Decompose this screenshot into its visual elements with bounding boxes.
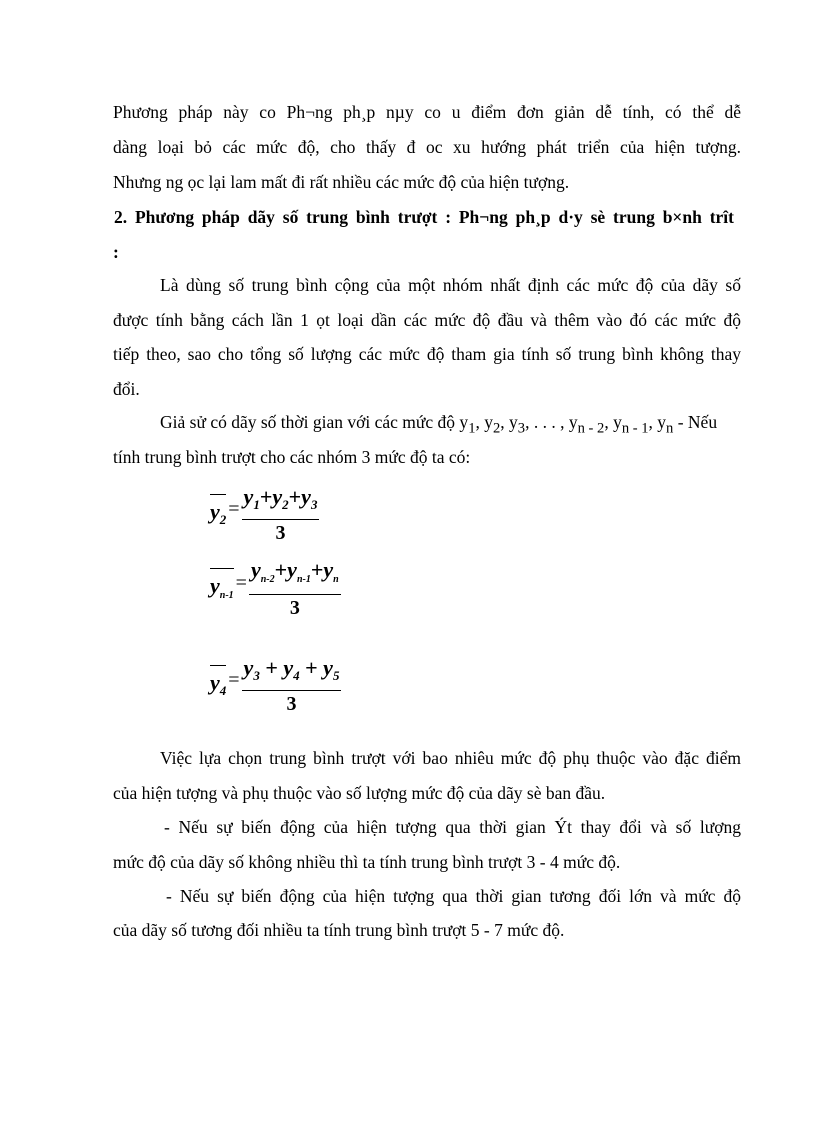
- seq-ellipsis: . . . ,: [533, 412, 565, 432]
- paragraph-5-line-2: mức độ của dãy số không nhiều thì ta tính trung bình trượt 3 - 4 mức độ.: [113, 852, 621, 872]
- formula-denominator: 3: [289, 597, 300, 619]
- section-heading-2: 2. Phương pháp dãy số trung bình trượt : Ph¬ng ph¸p d·y sè trung b×nh trît: [114, 207, 734, 227]
- formula-denominator: 3: [275, 522, 286, 544]
- paragraph-2-line-3: tiếp theo, sao cho tổng số lượng các mức độ tham gia tính số trung bình không thay: [113, 344, 741, 364]
- equals-sign: =: [228, 497, 240, 520]
- formula-fraction: [242, 655, 342, 717]
- formula-lhs: $y_2$: [210, 500, 226, 532]
- paragraph-4-line-2: của hiện tượng và phụ thuộc vào số lượng mức độ của dãy sè ban đầu.: [113, 783, 606, 803]
- paragraph-3-line-1: Giả sử có dãy số thời gian với các mức độ $y_1$, $y_2$, $y_3$, . . . , $y_{n - 2}$, $y_{n - 1}$, $y_n$ - Nếu: [160, 412, 718, 437]
- paragraph-1-line-1: Phương pháp này co Ph¬ng ph¸p nµy co u điểm đơn giản dễ tính, có thể dễ: [113, 102, 741, 122]
- seq-sub-3: 3: [517, 420, 526, 437]
- paragraph-1-line-3: Nhưng ng ọc lại lam mất đi rất nhiều các mức độ của hiện tượng.: [113, 172, 570, 192]
- formula-denominator: 3: [286, 693, 297, 715]
- equals-sign: =: [228, 668, 240, 691]
- seq-sub-n1: n - 1: [621, 420, 649, 437]
- formula-numerator: $y_{n-2}+y_{n-1}+y_n$: [249, 557, 341, 595]
- formula-numerator: $y_1+y_2+y_3$: [242, 484, 320, 520]
- paragraph-4-line-1: Việc lựa chọn trung bình trượt với bao nhiêu mức độ phụ thuộc vào đặc điểm: [160, 748, 741, 768]
- paragraph-6-line-2: của dãy số tương đối nhiều ta tính trung bình trượt 5 - 7 mức độ.: [113, 920, 565, 940]
- seq-sep: ,: [475, 412, 485, 432]
- paragraph-2-line-2: được tính bằng cách lần 1 ọt loại dần các mức độ đầu và thêm vào đó các mức độ: [113, 310, 741, 330]
- seq-sep: ,: [500, 412, 510, 432]
- seq-sub-n2: n - 2: [577, 420, 605, 437]
- paragraph-2-line-1: Là dùng số trung bình cộng của một nhóm nhất định các mức độ của dãy số: [160, 275, 741, 295]
- seq-sub-1: 1: [468, 420, 476, 437]
- paragraph-5-line-1: - Nếu sự biến động của hiện tượng qua thời gian Ýt thay đổi và số lượng: [164, 817, 741, 837]
- formula-moving-average-y4: [210, 655, 341, 717]
- seq-sep: ,: [525, 412, 534, 432]
- formula-moving-average-yn-1: [210, 557, 341, 621]
- seq-sub-2: 2: [492, 420, 501, 437]
- equals-sign: =: [235, 571, 247, 594]
- section-heading-2-colon: :: [113, 242, 119, 262]
- paragraph-1-line-2: dàng loại bỏ các mức độ, cho thấy đ oc xu hướng phát triển của hiện tượng.: [113, 137, 741, 157]
- formula-numerator: $y_3 + y_4 + y_5$: [242, 655, 342, 691]
- formula-lhs: $y_{n-1}$: [210, 574, 234, 608]
- paragraph-2-line-4: đổi.: [113, 379, 140, 399]
- formula-fraction: [249, 557, 341, 621]
- seq-sep: ,: [604, 412, 614, 432]
- paragraph-3-text-b: - Nếu: [677, 412, 718, 432]
- seq-sub-n: n: [666, 420, 674, 437]
- formula-moving-average-y2: [210, 484, 319, 546]
- paragraph-6-line-1: - Nếu sự biến động của hiện tượng qua thời gian tương đối lớn và mức độ: [166, 886, 741, 906]
- paragraph-3-line-2: tính trung bình trượt cho các nhóm 3 mức độ ta có:: [113, 447, 471, 467]
- seq-sep: ,: [648, 412, 658, 432]
- formula-fraction: [242, 484, 320, 546]
- paragraph-3-text-a: Giả sử có dãy số thời gian với các mức độ y: [160, 412, 469, 432]
- formula-lhs: $y_4$: [210, 671, 226, 703]
